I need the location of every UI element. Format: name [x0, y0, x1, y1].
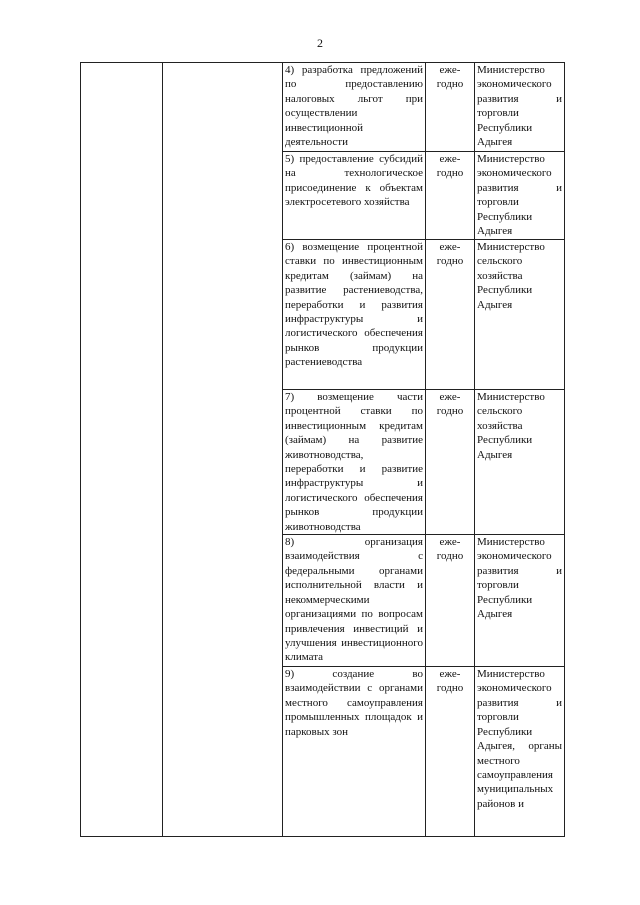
measure-cell: 8) организация взаимодействия с федеральными органами исполнительной власти и некоммерческими организациями по вопросам привлечения инвестиций и улучшения инвестиционного климата — [283, 535, 426, 667]
period-cell: еже- годно — [426, 535, 475, 667]
blank-column-1 — [81, 63, 163, 837]
measure-cell: 5) предоставление субсидий на технологическое присоединение к объектам электросетевого хозяйства — [283, 152, 426, 240]
period-cell: еже- годно — [426, 240, 475, 390]
executor-cell: Министерство экономического развития и торговли Республики Адыгея — [475, 63, 565, 152]
measure-cell: 9) создание во взаимодействии с органами местного самоуправления промышленных площадок и парковых зон — [283, 667, 426, 837]
page-number: 2 — [317, 36, 323, 50]
measure-cell: 7) возмещение части процентной ставки по инвестиционным кредитам (займам) на развитие животноводства, переработки и развитие инфраструктуры и логистического обеспечения рынков продукции животноводства — [283, 390, 426, 535]
executor-cell: Министерство сельского хозяйства Республики Адыгея — [475, 240, 565, 390]
period-cell: еже- годно — [426, 667, 475, 837]
period-cell: еже- годно — [426, 152, 475, 240]
measure-cell: 6) возмещение процентной ставки по инвестиционным кредитам (займам) на развитие растениеводства, переработки и развития инфраструктуры и логистического обеспечения рынков продукции растениеводства — [283, 240, 426, 390]
period-cell: еже- годно — [426, 63, 475, 152]
executor-cell: Министерство сельского хозяйства Республики Адыгея — [475, 390, 565, 535]
period-cell: еже- годно — [426, 390, 475, 535]
blank-column-2 — [163, 63, 283, 837]
executor-cell: Министерство экономического развития и торговли Республики Адыгея — [475, 152, 565, 240]
executor-cell: Министерство экономического развития и торговли Республики Адыгея — [475, 535, 565, 667]
measure-cell: 4) разработка предложений по предоставлению налоговых льгот при осуществлении инвестиционной деятельности — [283, 63, 426, 152]
measures-table — [80, 62, 565, 837]
executor-cell: Министерство экономического развития и торговли Республики Адыгея, органы местного самоуправления муниципальных районов и — [475, 667, 565, 837]
table-row — [81, 63, 565, 152]
